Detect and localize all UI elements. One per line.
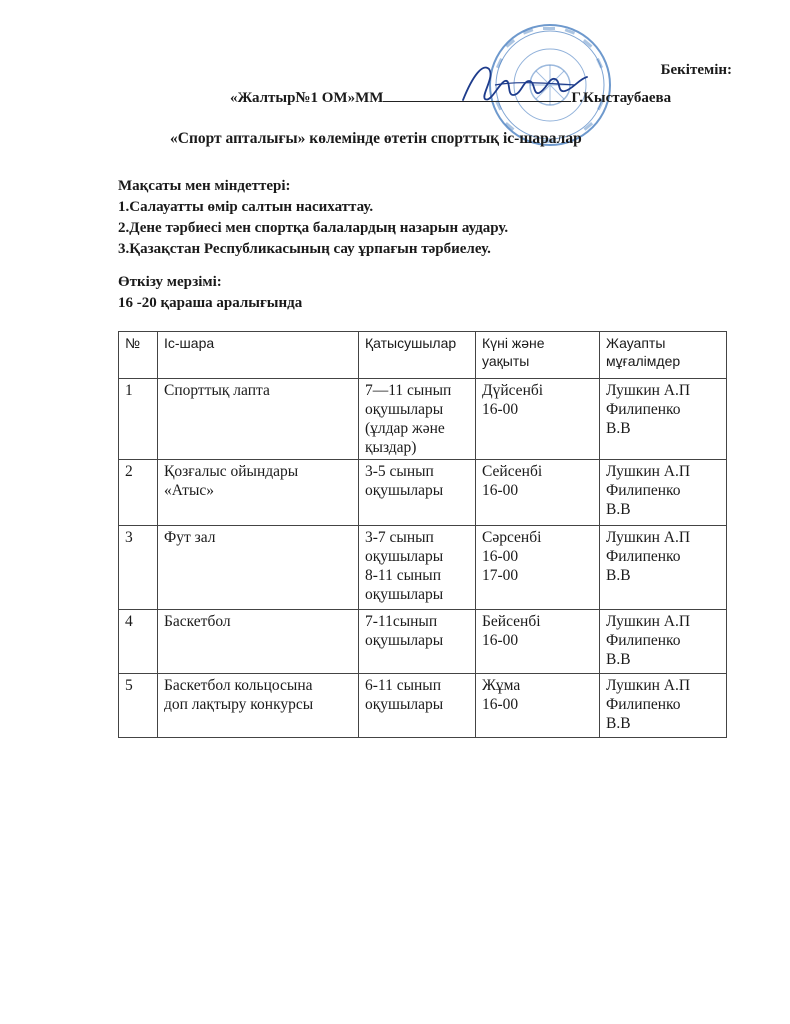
goals-heading: Мақсаты мен міндеттері: [118,178,291,194]
header-participants: Қатысушылар [359,332,476,379]
cell-teachers: Лушкин А.П Филипенко В.В [600,460,727,526]
events-table [118,331,727,738]
cell-event: Баскетбол кольцосына доп лақтыру конкурсы [158,674,359,738]
goal-item: 3.Қазақстан Республикасының сау ұрпағын тәрбиелеу. [118,241,491,257]
cell-number: 5 [119,674,158,738]
cell-teachers: Лушкин А.П Филипенко В.В [600,610,727,674]
cell-number: 2 [119,460,158,526]
cell-teachers: Лушкин А.П Филипенко В.В [600,674,727,738]
period-value: 16 -20 қараша аралығында [118,295,303,311]
cell-number: 4 [119,610,158,674]
director-name: Г.Кыстаубаева [571,90,672,106]
header-date-time: Күні және уақыты [476,332,600,379]
cell-participants: 7—11 сынып оқушылары (ұлдар және қыздар) [359,379,476,460]
goals-section [118,176,508,260]
cell-date-time: Жұма 16-00 [476,674,600,738]
signature-underline [383,87,571,102]
cell-event: Спорттық лапта [158,379,359,460]
header-number: № [119,332,158,379]
school-name: «Жалтыр№1 ОМ»ММ [230,90,384,106]
cell-number: 1 [119,379,158,460]
cell-date-time: Сәрсенбі 16-00 17-00 [476,526,600,610]
period-section [118,272,302,314]
period-heading: Өткізу мерзімі: [118,274,222,290]
cell-number: 3 [119,526,158,610]
document-title: «Спорт апталығы» көлемінде өтетін спорттық іс-шаралар [170,130,582,147]
table-row [119,674,727,738]
table-row [119,460,727,526]
cell-teachers: Лушкин А.П Филипенко В.В [600,379,727,460]
cell-participants: 3-5 сынып оқушылары [359,460,476,526]
cell-event: Қозғалыс ойындары «Атыс» [158,460,359,526]
table-row [119,526,727,610]
table-header-row [119,332,727,379]
cell-participants: 7-11сынып оқушылары [359,610,476,674]
header-event: Іс-шара [158,332,359,379]
cell-date-time: Дүйсенбі 16-00 [476,379,600,460]
school-signature-line [230,87,671,107]
cell-participants: 6-11 сынып оқушылары [359,674,476,738]
cell-date-time: Сейсенбі 16-00 [476,460,600,526]
cell-event: Баскетбол [158,610,359,674]
goal-item: 1.Салауатты өмір салтын насихаттау. [118,199,374,215]
table-row [119,610,727,674]
goal-item: 2.Дене тәрбиесі мен спортқа балалардың назарын аудару. [118,220,509,236]
cell-date-time: Бейсенбі 16-00 [476,610,600,674]
cell-teachers: Лушкин А.П Филипенко В.В [600,526,727,610]
table-row [119,379,727,460]
cell-event: Фут зал [158,526,359,610]
header-teachers: Жауапты мұғалімдер [600,332,727,379]
cell-participants: 3-7 сынып оқушылары 8-11 сынып оқушылары [359,526,476,610]
approval-label: Бекітемін: [660,62,732,78]
